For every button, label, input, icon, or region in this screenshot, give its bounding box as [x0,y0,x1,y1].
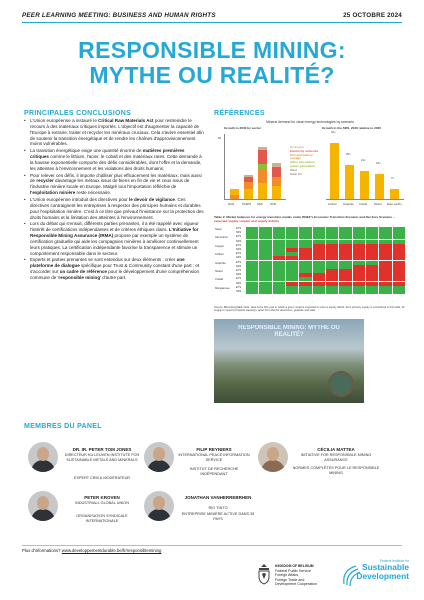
conclusion-text: Experts et parties prenantes se sont entendus sur deux éléments : créer [30,257,177,263]
conclusion-text: pour restreindre le recours à des matériaux critiques importés. L'objectif est d'augmenter la capacité de l'Europe à extraire, traiter et recycler les minéraux cruciaux. Cela s'avère essentiel afin de soutenir la transition énergétique et de rendre les chaînes d'approvisionnement moins vulnérables. [30,118,204,147]
table-row-label [214,290,236,294]
table-scenario: NZS [236,290,242,293]
member-name: FILIP REYNIERS [196,447,232,452]
member-name: PETER KROVEN [84,495,120,500]
conclusion-text: La transition énergétique exige une quantité énorme de [30,148,143,154]
right-tick-3: Nickel [374,202,382,206]
right-chart-plot [326,134,404,200]
table-row-label: Lithium [215,252,225,257]
member-role: INITIATIVE FOR RESPONSIBLE MINING ASSURANCE [300,453,372,462]
member-role: INDUSTRIALL GLOBAL UNION [75,501,129,505]
right-tick-4: Rare earths [387,202,402,206]
conclusion-highlight: matières premières critiques [30,148,185,160]
table-row-label: Steel [215,227,222,231]
conclusion-highlight: recycler [36,178,54,184]
conclusion-highlight: Critical Raw Materials Act [98,118,154,123]
bar-cobalt [360,171,369,199]
left-tick-3: 2040 [270,202,277,206]
conclusion-highlight: un cadre de référence [59,269,107,275]
panel-heading: MEMBRES DU PANEL [24,423,102,430]
left-chart-plot [224,134,286,200]
mining-photo [214,319,364,403]
avatar [28,491,58,521]
legend-wind: Wind [290,167,297,172]
mine-pit-shape [328,371,354,397]
avatar [258,442,288,472]
conclusion-item [24,118,204,147]
member-role-detail: ENTREPRISE MINIÈRE ACTIVE DANS 35 PAYS [181,512,255,521]
bar-sds [258,147,267,199]
table-row-label: Cobalt [215,277,224,282]
table-scenario: NZS [236,231,242,235]
conclusion-text: L'Union européenne introduit des directives pour [30,196,129,202]
right-value-0: 42x [331,130,336,134]
right-tick-1: Graphite [343,202,354,206]
legend-evs: EVs and battery storage [290,152,313,161]
avatar [28,442,58,472]
left-chart-unit: Mt [218,136,222,140]
title-line-2: MYTHE OU REALITÉ? [89,62,335,88]
bar-nickel [375,174,384,199]
table-scenario: NZS [236,281,242,285]
left-tick-0: 2020 [228,202,235,206]
table-footnote: Source: BloombergNEF. Note: How is the first year in which a given metal is expected to enter a supply deficit. Zero primary supply is considered in this table. W supply is mined (complete capacity), apart from that for aluminium, graphite and steel. [214,305,405,312]
table-scenario: ETS [236,243,242,247]
table-scenario: ETS [236,277,242,281]
bar-2040 [272,163,281,199]
market-balance-table [214,216,406,312]
member-role: INTERNATIONAL PEACE INFORMATION SERVICE [178,453,250,462]
table-scenario: NZS [236,273,242,277]
kingdom-block [275,564,317,587]
table-scenario: ETS [236,269,242,272]
member-role-detail: EXPERT CRM & MODÉRATEUR [73,476,131,480]
table-row-label: Nickel [215,269,223,273]
conclusion-highlight: l'exploitation minière [30,190,76,196]
table-row-label: Graphite [215,260,226,265]
conclusion-text: spécifique pour Trust & Community constant d'une part ; et s'accorder sur [30,263,200,275]
conclusion-text: reste nécessaire. [75,190,112,196]
conclusion-text: davantage les métaux issus de biens en fin de vie et ceux issus de l'industrie minière locale en Europe. Malgré tout l'importation réfléchie de [30,178,190,190]
mineral-demand-chart [214,120,406,212]
right-value-2: 21x [361,158,366,162]
avatar [144,442,174,472]
right-value-4: 7x [391,176,394,180]
bar-lithium [330,143,339,199]
right-tick-0: Lithium [328,202,338,206]
table-row-label: Manganese [215,285,230,290]
conclusion-text: comme le lithium, l'acier, le cobalt et des matériaux rares. Cette demande à la hausse exponentielle comporte des défis considérables, dont l'offre et la demande, les atteintes à l'environnement et les violations des droits humains. [30,154,202,171]
event-title: PEER LEARNING MEETING: BUSINESS AND HUMAN RIGHTS [22,11,216,19]
legend-networks: Electricity networks [290,148,319,153]
more-info [22,548,161,553]
conclusion-highlight: L'Initiative for Responsible Mining Assurance (IRMA) [30,227,199,239]
bar-2020 [230,189,239,199]
conclusions-heading: PRINCIPALES CONCLUSIONS [24,110,132,117]
conclusion-text: pour le développement d'une compréhension commune de ' [30,269,200,280]
event-date: 25 OCTOBRE 2024 [343,11,402,19]
conclusion-text: . Ces directives contraignent les entreprises à respecter des principes humains et durables pour l'exploitation minière. C'est à ce titre que prévaut l'insistance sur la protection des droits humains et la limitation des atteintes à l'environnement. [30,196,204,220]
table-scenario: ETS [236,285,242,289]
left-tick-1: STEPS [242,202,252,206]
table-grid [214,227,406,302]
bar-graphite [345,165,354,199]
right-chart-subtitle: Growth in the SDS, 2040 relative to 2020 [322,126,381,130]
conclusion-item [24,221,204,256]
table-scenario: NZS [236,264,242,268]
chart-legend [290,146,322,176]
kingdom-line: Foreign Affairs, [275,573,300,578]
avatar [144,491,174,521]
member-name: JONATHAN VANHERREBRHEN [184,495,252,500]
conclusion-highlight: responsible mining [58,274,101,280]
table-row [214,290,406,294]
sd-logo-text [333,559,409,580]
conclusion-item [24,197,204,220]
member-role: RIO TINTO [208,506,228,510]
kingdom-line: Development Cooperation [275,582,317,587]
header-bar [22,8,402,22]
member-role: DIRECTEUR KU LEUVEN INSTITUTE FOR SUSTAINABLE METALS AND MINERALS [64,453,140,462]
footer-rule [22,545,402,546]
photo-caption: RESPONSIBLE MINING: MYTHE OU REALITÉ? [238,325,340,338]
legend-hydrogen: Hydrogen [290,145,305,149]
member-role-detail: INSTITUT DE RECHERCHE INDÉPENDANT [189,467,239,476]
more-info-label: Plus d'informations? [22,548,62,553]
conclusion-text: Pour relever ces défis, il importe d'utiliser plus efficacement les matériaux, mais aussi de [30,172,202,184]
conclusion-item [24,148,204,171]
conclusion-highlight: le devoir de vigilance [128,196,175,202]
table-caption [214,216,406,224]
table-scenario: NZS [236,248,242,251]
table-scenario: ETS [236,227,242,230]
table-scenario: ETS [236,260,242,264]
table-row-label: Copper [215,243,225,248]
page-title [0,38,424,88]
references-heading: RÉFÉRENCES [214,110,265,117]
kingdom-line: Foreign Trade and [275,577,305,582]
legend-solar: Solar PV [290,171,302,176]
member-name: CÉCILIA MATTEA [317,447,355,452]
member-role-detail: NORMES COMPLÈTES POUR LE RESPONSIBLE MINING [292,466,380,475]
kingdom-title: KINGDOM OF BELGIUM [275,564,314,568]
table-scenario: NZS [236,256,242,260]
table-row-label: Aluminium [215,235,229,240]
sd-big-text: Sustainable Development [356,562,409,581]
more-info-link[interactable]: www.developpementdurable.be/fr/responsiblemining [61,548,162,553]
belgium-crest-icon [256,563,272,585]
right-tick-2: Cobalt [359,202,368,206]
title-line-1: RESPONSIBLE MINING: [78,37,346,63]
conclusions-list [24,118,204,282]
conclusion-highlight: une plateforme de dialogue [30,257,185,269]
kingdom-line: Federal Public Service [275,568,311,573]
bar-steps [244,175,253,199]
right-value-3: 19x [376,161,381,165]
conclusion-text: propose par exemple un système de certification graduelle qui aide les compagnies minières à améliorer continuellement leurs pratiques. La certification indépendante favorise la transparence et stimule un comportement responsable dans le secteur. [30,233,199,256]
conclusion-text: Lors du débat qui s'ensuit, différents parties prenantes, il a été rappelé avec vigueur l'intérêt de certifications indépendantes et de critères éthiques clairs. [30,221,199,233]
table-caption-a: Table 2: Market balances for energy transition metals under BNEF's Economic Transition Scenario and Net Zero Scenario – [214,215,395,219]
conclusion-text: ' d'autre part. [100,274,127,280]
left-chart-subtitle: Growth to 2040 by sector [224,126,261,130]
member-role-detail: ORGANISATION SYNDICALE INTERNATIONALE [76,514,128,523]
sd-small-text: Federal Institute for [379,559,409,563]
bar-rare-earths [390,189,399,199]
table-scenario: ETS [236,252,242,256]
table-scenario: NZS [236,239,242,243]
member-name: DR. IR. PETER TOM JONES [72,447,132,452]
left-tick-2: SDS [257,202,263,206]
conclusion-item [24,173,204,196]
conclusion-item [24,257,204,280]
conclusion-text: L'Union européenne a instauré le [30,118,99,123]
header-rule [22,22,402,23]
right-value-1: 25x [346,152,351,156]
legend-other: Other low-carbon power generation [290,160,316,168]
table-scenario: ETS [236,235,242,239]
table-caption-b: expected supply surplus and supply deficits [214,218,280,223]
chart-caption: Mineral demand for clean energy technologies by scenario [266,120,354,124]
